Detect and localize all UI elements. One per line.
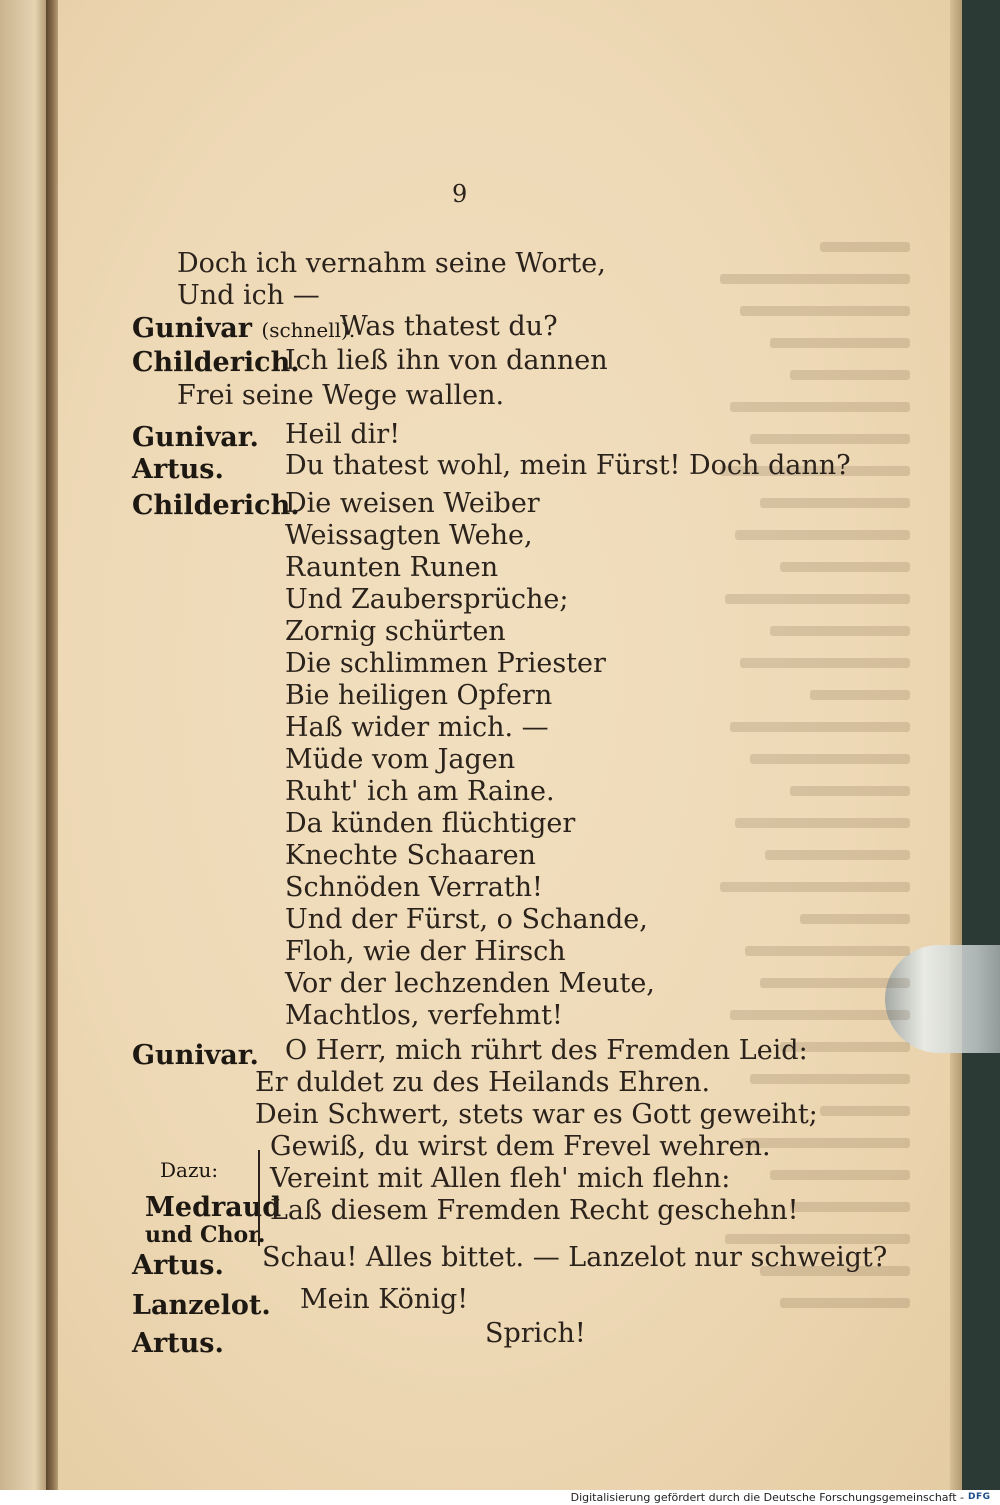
verse-line: Müde vom Jagen	[285, 744, 516, 775]
verse-line: Und Zaubersprüche;	[285, 584, 569, 615]
verse-line: O Herr, mich rührt des Fremden Leid:	[285, 1035, 808, 1066]
verse-line: Dein Schwert, stets war es Gott geweiht;	[255, 1099, 818, 1130]
verse-line: Und ich —	[177, 280, 320, 311]
speaker-name: Childerich.	[132, 347, 300, 378]
verse-line: Schau! Alles bittet. — Lanzelot nur schweigt?	[262, 1242, 888, 1273]
verse-line: Weissagten Wehe,	[285, 520, 533, 551]
show-through-text	[700, 230, 910, 1350]
verse-line: Er duldet zu des Heilands Ehren.	[255, 1067, 711, 1098]
dfg-logo: DFG	[968, 1492, 991, 1502]
stage-direction: (schnell).	[261, 318, 356, 342]
verse-line: Was thatest du?	[340, 311, 558, 342]
speaker-name: Gunivar (schnell).	[132, 313, 356, 344]
verse-line: Da künden flüchtiger	[285, 808, 576, 839]
speaker-name: Lanzelot.	[132, 1290, 271, 1321]
verse-line: Vor der lechzenden Meute,	[285, 968, 655, 999]
verse-line: Bie heiligen Opfern	[285, 680, 553, 711]
verse-line: Du thatest wohl, mein Fürst! Doch dann?	[285, 450, 851, 481]
verse-line: Floh, wie der Hirsch	[285, 936, 566, 967]
scanner-background	[962, 0, 1000, 1490]
verse-line: Zornig schürten	[285, 616, 506, 647]
verse-line: Vereint mit Allen fleh' mich flehn:	[270, 1163, 731, 1194]
verse-line: Sprich!	[485, 1318, 586, 1349]
verse-line: Mein König!	[300, 1284, 469, 1315]
verse-line: Die weisen Weiber	[285, 488, 540, 519]
digitization-footer	[0, 1490, 1000, 1505]
stage-direction-dazu: Dazu:	[160, 1158, 219, 1182]
speaker-name: Gunivar.	[132, 422, 259, 453]
verse-line: Schnöden Verrath!	[285, 872, 543, 903]
verse-line: Die schlimmen Priester	[285, 648, 606, 679]
verse-line: Doch ich vernahm seine Worte,	[177, 248, 606, 279]
verse-line: Knechte Schaaren	[285, 840, 536, 871]
verse-line: Frei seine Wege wallen.	[177, 380, 505, 411]
verse-line: Heil dir!	[285, 419, 401, 450]
speaker-name: und Chor.	[145, 1222, 266, 1248]
footer-credit: Digitalisierung gefördert durch die Deutsche Forschungsgemeinschaft -	[570, 1491, 964, 1504]
speaker-name: Artus.	[132, 1250, 224, 1281]
speaker-name: Childerich.	[132, 490, 300, 521]
verse-line: Gewiß, du wirst dem Frevel wehren.	[270, 1131, 771, 1162]
speaker-name: Gunivar.	[132, 1040, 259, 1071]
previous-page-edge	[0, 0, 50, 1490]
verse-line: Laß diesem Fremden Recht geschehn!	[270, 1195, 799, 1226]
speaker-name: Medraud	[145, 1192, 282, 1223]
speaker-name: Artus.	[132, 454, 224, 485]
verse-line: Haß wider mich. —	[285, 712, 549, 743]
verse-line: Und der Fürst, o Schande,	[285, 904, 648, 935]
speaker-name: Artus.	[132, 1328, 224, 1359]
verse-line: Raunten Runen	[285, 552, 499, 583]
verse-line: Ich ließ ihn von dannen	[285, 345, 608, 376]
verse-line: Ruht' ich am Raine.	[285, 776, 555, 807]
page-number: 9	[452, 180, 468, 208]
verse-line: Machtlos, verfehmt!	[285, 1000, 563, 1031]
chorus-brace	[258, 1150, 268, 1246]
